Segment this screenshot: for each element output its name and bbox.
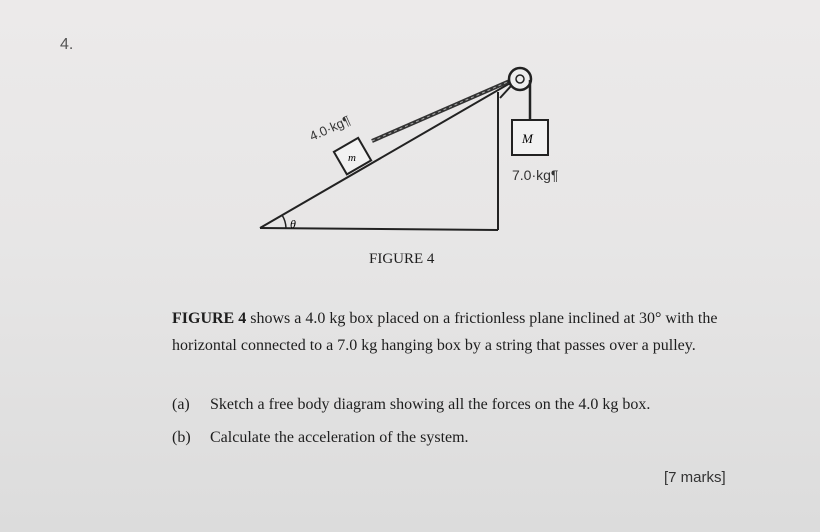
mass-m-label: 4.0·kg¶ xyxy=(307,112,353,144)
angle-arc xyxy=(282,215,286,228)
part-a-text: Sketch a free body diagram showing all the forces on the 4.0 kg box. xyxy=(210,396,651,413)
part-a-label: (a) xyxy=(172,396,190,413)
part-b-text: Calculate the acceleration of the system. xyxy=(210,429,469,446)
box-m-letter: m xyxy=(348,152,356,164)
box-M-letter: M xyxy=(522,131,533,146)
pulley xyxy=(509,68,531,90)
part-b-label: (b) xyxy=(172,429,191,446)
mass-M-label: 7.0·kg¶ xyxy=(512,167,559,183)
question-statement xyxy=(172,305,752,359)
statement-text: shows a 4.0 kg box placed on a frictionless plane inclined at 30° with the horizontal connected to a 7.0 kg hanging box by a string that passes over a pulley. xyxy=(172,310,718,354)
question-number: 4. xyxy=(60,36,74,53)
angle-label: θ xyxy=(290,217,296,231)
marks-label: [7 marks] xyxy=(664,469,726,486)
incline-surface xyxy=(260,82,512,228)
part-b xyxy=(172,429,752,453)
figure-caption: FIGURE 4 xyxy=(369,251,435,267)
part-a xyxy=(172,396,752,420)
statement-figure-ref: FIGURE 4 xyxy=(172,310,247,327)
